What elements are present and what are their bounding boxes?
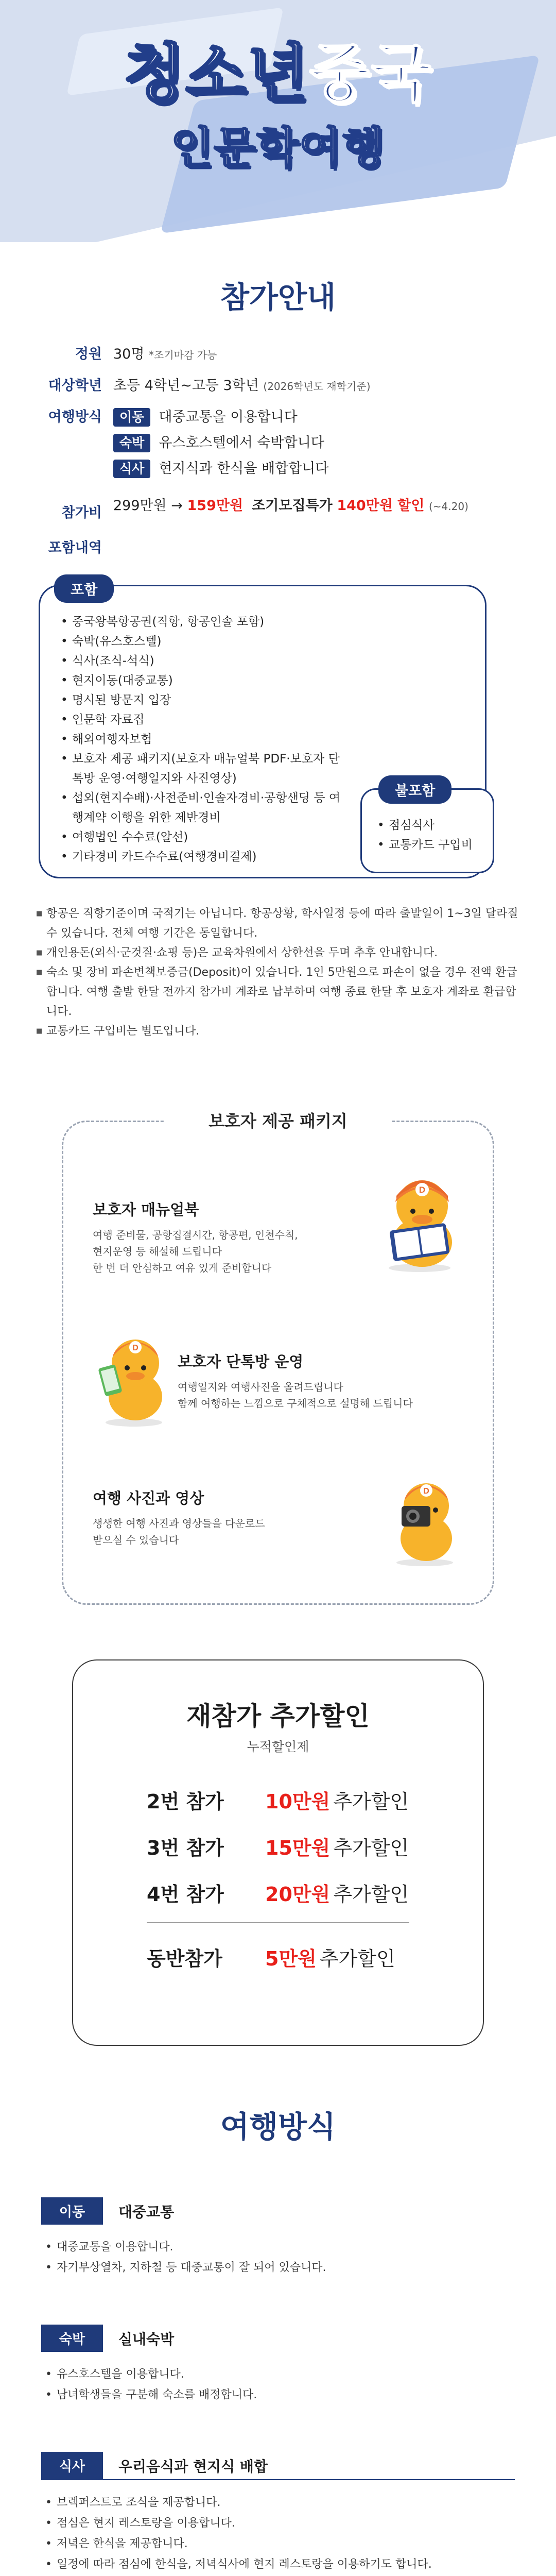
info-title: 참가안내 (220, 280, 336, 315)
discount-value: 20만원 (265, 1883, 331, 1906)
method-tag: 이동 (113, 408, 150, 427)
method-block-item: • 점심은 현지 레스토랑을 이용합니다. (45, 2513, 515, 2534)
discount-row (147, 1943, 395, 1971)
method-item (113, 408, 328, 427)
method-block-item: • 남녀학생들을 구분해 숙소를 배정합니다. (45, 2385, 515, 2405)
fee-label: 참가비 (61, 505, 102, 521)
method-block-item: • 일정에 따라 점심에 한식을, 저녁식사에 현지 레스토랑을 이용하기도 합니다. (45, 2554, 515, 2575)
method-block-header (41, 2325, 515, 2352)
included-section (39, 569, 538, 889)
package-item-title: 보호자 매뉴얼북 (93, 1201, 199, 1218)
included-item: • 인문학 자료집 (61, 710, 349, 730)
included-item: • 기타경비 카드수수료(여행경비결제) (61, 847, 349, 867)
early-note: (~4.20) (429, 500, 468, 513)
included-item: • 숙박(유스호스텔) (61, 632, 349, 651)
package-item-line: 한 번 더 안심하고 여유 있게 준비합니다 (93, 1262, 272, 1274)
package-item-chat (178, 1350, 413, 1412)
included-item: • 섭외(현지수배)·사전준비·인솔자경비·공항샌딩 등 여행계약 이행을 위한 제반경비 (61, 788, 349, 827)
target-row (36, 376, 499, 396)
capacity-label: 정원 (75, 346, 102, 362)
method-title: 여행방식 (220, 2109, 336, 2144)
duck-phone-icon (90, 1325, 178, 1428)
included-item: • 보호자 제공 패키지(보호자 매뉴얼북 PDF·보호자 단톡방 운영·여행일지와 사진영상) (61, 749, 349, 788)
guardian-package (62, 1108, 494, 1608)
discount-key: 3번 참가 (147, 1837, 224, 1859)
method-item (113, 459, 328, 479)
method-block-title: 실내숙박 (118, 2330, 175, 2348)
discount-key: 동반참가 (147, 1947, 222, 1970)
method-block-item: • 자기부상열차, 지하철 등 대중교통이 잘 되어 있습니다. (45, 2258, 515, 2278)
package-item-title: 보호자 단톡방 운영 (178, 1353, 304, 1370)
method-block-transport (41, 2197, 515, 2278)
discount-suffix: 추가할인 (333, 1790, 409, 1813)
travel-method (0, 2103, 556, 2575)
fee-original: 299만원 (113, 498, 167, 514)
method-block-meals (41, 2452, 515, 2575)
target-value: 초등 4학년~고등 3학년 (113, 378, 259, 394)
method-item (113, 433, 328, 453)
hero-title-part1: 청소년 (124, 37, 309, 110)
hero-title (0, 23, 556, 113)
method-block-item: • 유스호스텔을 이용합니다. (45, 2364, 515, 2385)
package-item-photos (93, 1487, 265, 1548)
discount-row (147, 1786, 409, 1814)
method-block-header (41, 2197, 515, 2225)
included-item: • 중국왕복항공권(직항, 항공인솔 포함) (61, 612, 349, 632)
svg-text:D: D (423, 1487, 429, 1496)
notes (36, 904, 520, 1041)
participation-info (0, 242, 556, 558)
method-block-header (41, 2452, 515, 2480)
capacity-row (36, 345, 499, 365)
excluded-item: • 교통카드 구입비 (377, 835, 482, 855)
excluded-item: • 점심식사 (377, 816, 482, 835)
target-note: (2026학년도 재학기준) (263, 380, 371, 393)
discount-value: 10만원 (265, 1790, 331, 1813)
method-block-tag: 숙박 (41, 2325, 103, 2352)
included-item: • 명시된 방문지 입장 (61, 690, 349, 710)
discount-key: 2번 참가 (147, 1790, 224, 1813)
excluded-list (377, 816, 482, 855)
included-item: • 식사(조식-석식) (61, 651, 349, 671)
method-label: 여행방식 (48, 409, 102, 425)
package-item-line: 함께 여행하는 느낌으로 구체적으로 설명해 드립니다 (178, 1397, 413, 1410)
included-item: • 해외여행자보험 (61, 730, 349, 749)
package-title: 보호자 제공 패키지 (165, 1108, 391, 1134)
method-block-list (45, 2237, 515, 2278)
method-tag: 식사 (113, 460, 150, 478)
discount-section (72, 1659, 484, 2046)
included-item: • 여행법인 수수료(알선) (61, 827, 349, 847)
hero-title-part2: 중국 (308, 37, 432, 110)
method-block-title: 대중교통 (118, 2203, 175, 2221)
method-block-item: • 브렉퍼스트로 조식을 제공합니다. (45, 2493, 515, 2513)
capacity-note: *조기마감 가능 (149, 349, 217, 361)
svg-text:D: D (419, 1185, 426, 1195)
hero-banner (0, 0, 556, 242)
package-item-line: 여행 준비물, 공항집결시간, 항공편, 인천수칙, (93, 1229, 298, 1241)
info-rows (36, 345, 499, 558)
note-item: ■ 교통카드 구입비는 별도입니다. (36, 1022, 520, 1041)
included-pill: 포함 (54, 574, 114, 603)
discount-suffix: 추가할인 (333, 1883, 409, 1906)
package-item-title: 여행 사진과 영상 (93, 1489, 204, 1507)
method-block-lodging (41, 2325, 515, 2405)
discount-row (147, 1832, 409, 1860)
excluded-pill: 불포함 (378, 775, 451, 804)
method-block-title: 우리음식과 현지식 배합 (118, 2458, 268, 2475)
fee-row (36, 496, 499, 558)
target-label: 대상학년 (48, 378, 102, 394)
method-text: 대중교통을 이용합니다 (159, 409, 298, 425)
fee-discounted: 159만원 (187, 498, 244, 514)
discount-title: 재참가 추가할인 (186, 1701, 370, 1731)
svg-text:D: D (132, 1344, 138, 1352)
discount-value: 15만원 (265, 1837, 331, 1859)
method-block-tag: 이동 (41, 2197, 103, 2225)
package-item-line: 현지운영 등 해설해 드립니다 (93, 1245, 222, 1258)
package-item-line: 생생한 여행 사진과 영상들을 다운로드 (93, 1517, 265, 1530)
note-item: ■ 개인용돈(외식·군것질·쇼핑 등)은 교육차원에서 상한선을 두며 추후 안내합니다. (36, 943, 520, 963)
package-item-manual (93, 1198, 298, 1276)
method-block-tag: 식사 (41, 2452, 103, 2479)
package-item-line: 받으실 수 있습니다 (93, 1534, 179, 1546)
included-item: • 현지이동(대중교통) (61, 671, 349, 690)
discount-key: 4번 참가 (147, 1883, 224, 1906)
note-item: ■ 항공은 직항기준이며 국적기는 아닙니다. 항공상황, 학사일정 등에 따라 출발일이 1~3일 달라질 수 있습니다. 전체 여행 기간은 동일합니다. (36, 904, 520, 943)
method-text: 유스호스텔에서 숙박합니다 (159, 435, 324, 451)
discount-suffix: 추가할인 (319, 1947, 395, 1970)
early-label: 조기모집특가 (252, 498, 333, 514)
included-label: 포함내역 (48, 540, 102, 556)
capacity-value: 30명 (113, 346, 145, 362)
method-block-list (45, 2364, 515, 2405)
method-tag: 숙박 (113, 434, 150, 452)
duck-reading-icon (371, 1165, 468, 1273)
method-text: 현지식과 한식을 배합합니다 (159, 461, 329, 477)
discount-row (147, 1878, 409, 1907)
method-row (36, 408, 499, 485)
package-item-line: 여행일지와 여행사진을 올려드립니다 (178, 1381, 343, 1393)
discount-suffix: 추가할인 (333, 1837, 409, 1859)
duck-camera-icon (381, 1469, 468, 1567)
fee-arrow: → (171, 498, 183, 514)
discount-subtitle: 누적할인제 (247, 1739, 309, 1754)
early-value: 140만원 할인 (337, 498, 425, 514)
discount-divider (147, 1922, 409, 1923)
note-item: ■ 숙소 및 장비 파손변책보증금(Deposit)이 있습니다. 1인 5만원으로 파손이 없을 경우 전액 환급합니다. 여행 출발 한달 전까지 참가비 계좌로 납부하며 여행 종료 한달 후 보호자 계좌로 환급합니다. (36, 963, 520, 1022)
method-block-list (45, 2493, 515, 2575)
method-block-item: • 대중교통을 이용합니다. (45, 2237, 515, 2258)
discount-value: 5만원 (265, 1947, 317, 1970)
hero-subtitle: 인문학여행 (171, 123, 385, 173)
method-block-item: • 저녁은 한식을 제공합니다. (45, 2534, 515, 2554)
